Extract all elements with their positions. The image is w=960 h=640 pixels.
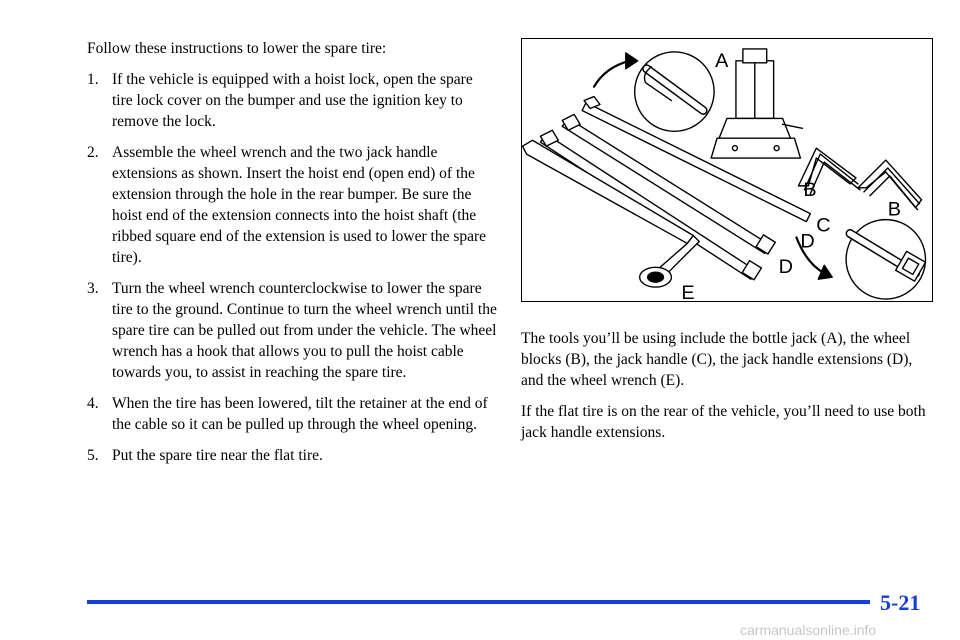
step-item: [87, 393, 497, 435]
step-number: 1.: [87, 71, 99, 88]
tools-illustration: [521, 38, 933, 302]
handle-end-detail-inset: [635, 52, 714, 131]
extensions-paragraph: If the flat tire is on the rear of the vehicle, you’ll need to use both jack handle extensions.: [521, 403, 926, 441]
label-a: A: [715, 49, 729, 72]
tools-paragraph: The tools you’ll be using include the bottle jack (A), the wheel blocks (B), the jack handle (C), the jack handle extensions (D), and the wheel wrench (E).: [521, 330, 913, 389]
step-text: Put the spare tire near the flat tire.: [112, 447, 323, 464]
footer-rule: [87, 600, 870, 604]
step-text: Assemble the wheel wrench and the two jack handle extensions as shown. Insert the hoist end (open end) of the extension through the hole in the rear bumper. Be sure the hoist end of the extension connects into the hoist shaft (the ribbed square end of the extension is used to lower the spare tire).: [112, 144, 487, 266]
page-number: 5-21: [880, 590, 921, 615]
socket-end-detail-inset: [846, 220, 925, 299]
label-e: E: [681, 282, 695, 301]
step-item: [87, 69, 497, 132]
step-text: If the vehicle is equipped with a hoist lock, open the spare tire lock cover on the bumper and use the ignition key to remove the lock.: [112, 71, 473, 130]
label-d-lower: D: [778, 256, 793, 279]
step-number: 3.: [87, 280, 99, 297]
step-number: 5.: [87, 447, 99, 464]
instructions-column: [87, 38, 497, 476]
label-b-right: B: [887, 198, 902, 221]
curved-arrow-icon: [594, 53, 638, 87]
label-d-upper: D: [800, 230, 815, 253]
step-text: When the tire has been lowered, tilt the retainer at the end of the cable so it can be pulled up through the wheel opening.: [112, 395, 488, 433]
tools-description-column: [521, 328, 931, 453]
label-c: C: [816, 214, 831, 237]
intro-text: Follow these instructions to lower the spare tire:: [87, 40, 387, 57]
step-number: 2.: [87, 144, 99, 161]
watermark: carmanualsonline.info: [740, 622, 877, 638]
step-text: Turn the wheel wrench counterclockwise to lower the spare tire to the ground. Continue to turn the wheel wrench until the spare tire can be pulled out from under the vehicle. The wheel wrench has a hook that allows you to pull the hoist cable towards you, to assist in reaching the spare tire.: [112, 280, 497, 381]
step-item: [87, 142, 497, 268]
wheel-wrench: [523, 140, 700, 287]
step-item: [87, 445, 497, 466]
step-number: 4.: [87, 395, 99, 412]
label-b-left: B: [803, 178, 817, 201]
step-item: [87, 278, 497, 383]
